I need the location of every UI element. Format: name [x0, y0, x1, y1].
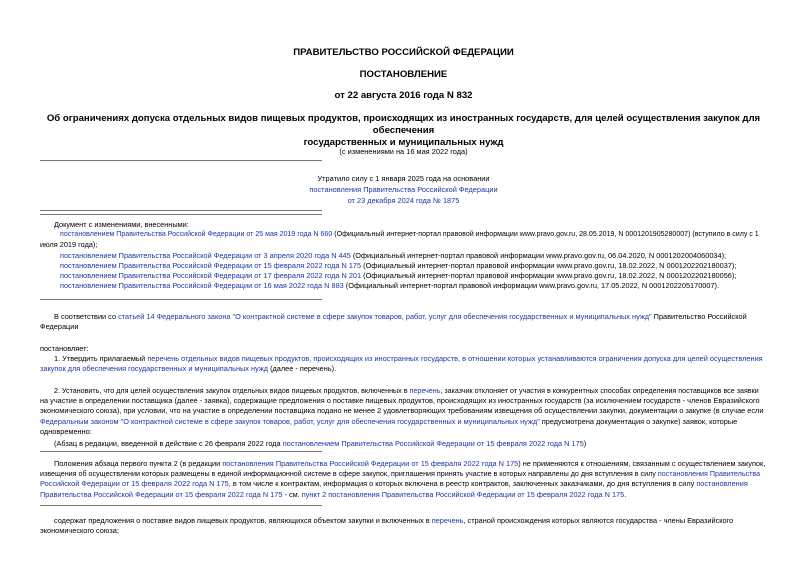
paragraph-2: 2. Установить, что для целей осуществления закупок отдельных видов пищевых продуктов, включенных в перечень, заказчик отклоняет от участия в конкурентных способах определения поставщиков все заявки на участие в определении поставщика (далее - заявка), содержащие предложения о поставке пищевых продуктов, происходящих из иностранных государств (за исключением государств - членов Евразийского экономического союза), при условии, что на участие в определении поставщика подано не менее 2 удовлетворяющих требованиям извещения об осуществлении закупки, документации о закупке (в случае если Федеральным законом "О контрактной системе в сфере закупок товаров, работ, услуг для обеспечения государственных и муниципальных нужд" предусмотрена документация о закупке) заявок, которые одновременно: (Абзац в редакции, введенной в действие с 26 февраля 2022 года постановлением Правительства Российской Федерации от 15 февраля 2022 года N 175) [40, 386, 767, 449]
decree-link[interactable]: постановления Правительства [657, 470, 761, 479]
divider [40, 505, 322, 506]
title-line-2: государственных и муниципальных нужд [303, 137, 504, 148]
amendments-note: (с изменениями на 16 мая 2022 года) [339, 147, 468, 156]
status-link-1[interactable]: постановления Правительства Российской Федерации [309, 185, 498, 194]
law-link[interactable]: Федеральным законом "О контрактной системе в сфере закупок товаров, работ, услуг для обеспечения государственных и муниципальных нужд" [40, 416, 540, 426]
change-item-continuation: июля 2019 года); [40, 240, 98, 250]
decree-link[interactable]: пункт 2 постановления Правительства Российской Федерации от 15 февраля 2022 года N 175 [301, 489, 625, 499]
status-block [0, 173, 807, 206]
change-link[interactable]: постановлением Правительства Российской Федерации от 17 февраля 2022 года N 201 [60, 271, 362, 281]
title-line-1: Об ограничениях допуска отдельных видов пищевых продуктов, происходящих из иностранных государств, для целей осуществления закупок для обеспечения [46, 113, 761, 136]
change-item: постановлением Правительства Российской Федерации от 25 мая 2019 года N 660 (Официальный интернет-портал правовой информации www.pravo.gov.ru, 28.05.2019, N 0001201905280007) (вступило в силу с 1 [60, 231, 759, 239]
government-heading: ПРАВИТЕЛЬСТВО РОССИЙСКОЙ ФЕДЕРАЦИИ [293, 47, 514, 58]
changes-block [40, 220, 767, 291]
document-date-number: от 22 августа 2016 года N 832 [334, 90, 473, 101]
change-item: постановлением Правительства Российской Федерации от 17 февраля 2022 года N 201 (Официальный интернет-портал правовой информации www.pravo.gov.ru, 18.02.2022, N 0001202202180056); [60, 271, 737, 281]
divider [40, 214, 322, 215]
change-link[interactable]: постановлением Правительства Российской Федерации от 16 мая 2022 года N 883 [60, 281, 344, 291]
paragraph-1: 1. Утвердить прилагаемый перечень отдельных видов пищевых продуктов, происходящих из иностранных государств, в отношении которых устанавливаются ограничения допуска для целей осуществления закупок для обеспечения государственных и муниципальных нужд (далее - перечень). [40, 354, 763, 374]
preamble-law-link[interactable]: статьей 14 Федерального закона "О контрактной системе в сфере закупок товаров, работ, услуг для обеспечения государственных и муниципальных нужд" [118, 312, 652, 321]
document-type: ПОСТАНОВЛЕНИЕ [359, 69, 448, 80]
change-item: постановлением Правительства Российской Федерации от 3 апреля 2020 года N 445 (Официальный интернет-портал правовой информации www.pravo.gov.ru, 06.04.2020, N 0001202004060034); [60, 250, 727, 260]
decree-verb: постановляет: [40, 344, 89, 353]
edit-note: (Абзац в редакции, введенной в действие с 26 февраля 2022 года постановлением Правительства Российской Федерации от 15 февраля 2022 года N 175) [54, 439, 587, 449]
change-link[interactable]: постановлением Правительства Российской Федерации от 3 апреля 2020 года N 445 [60, 250, 351, 260]
change-link[interactable]: постановлением Правительства Российской Федерации от 15 февраля 2022 года N 175 [60, 260, 362, 270]
decree-link[interactable]: постановления Правительства Российской Федерации от 15 февраля 2022 года N 175 [222, 459, 519, 468]
paragraph-3: Положения абзаца первого пункта 2 (в редакции постановления Правительства Российской Федерации от 15 февраля 2022 года N 175) не применяются к отношениям, связанным с осуществлением закупок, извещения об осуществлении которых размещены в единой информационной системе в сфере закупок, приглашения принять участие в которых направлены до дня вступления в силу постановления Правительства Российской Федерации от 15 февраля 2022 года N 175, в том числе к контрактам, информация о которых включена в реестр контрактов, заключенных заказчиками, до дня вступления в силу постановления Правительства Российской Федерации от 15 февраля 2022 года N 175 - см. пункт 2 постановления Правительства Российской Федерации от 15 февраля 2022 года N 175. [40, 459, 766, 499]
preamble: В соответствии со статьей 14 Федерального закона "О контрактной системе в сфере закупок товаров, работ, услуг для обеспечения государственных и муниципальных нужд" Правительство Российской Федерации [40, 312, 747, 332]
status-line: Утратило силу с 1 января 2025 года на основании [317, 174, 490, 183]
divider [40, 299, 322, 300]
changes-intro: Документ с изменениями, внесенными: [54, 220, 189, 229]
change-item: постановлением Правительства Российской Федерации от 15 февраля 2022 года N 175 (Официальный интернет-портал правовой информации www.pravo.gov.ru, 18.02.2022, N 0001202202180037); [60, 260, 737, 270]
change-link[interactable]: постановлением Правительства Российской Федерации от 25 мая 2019 года N 660 [60, 231, 333, 239]
decree-link[interactable]: Российской Федерации от 15 февраля 2022 года N 175 [40, 479, 229, 489]
status-link-2[interactable]: от 23 декабря 2024 года № 1875 [347, 196, 460, 205]
paragraph-4: содержат предложения о поставке видов пищевых продуктов, являющихся объектом закупки и включенных в перечень, страной происхождения которых являются государства - члены Евразийского экономического союза; [40, 516, 734, 536]
divider [40, 451, 322, 452]
list-link[interactable]: перечень отдельных видов пищевых продуктов, происходящих из иностранных государств, в отношении которых устанавливаются ограничения допуска для целей осуществления [147, 354, 763, 363]
decree-link[interactable]: Правительства Российской Федерации от 15 февраля 2022 года N 175 [40, 489, 283, 499]
decree-link[interactable]: постановления [696, 479, 748, 489]
list-link[interactable]: закупок для обеспечения государственных и муниципальных нужд [40, 364, 269, 374]
change-item: постановлением Правительства Российской Федерации от 16 мая 2022 года N 883 (Официальный интернет-портал правовой информации www.pravo.gov.ru, 17.05.2022, N 0001202205170007). [60, 281, 720, 291]
edit-note-link[interactable]: постановлением Правительства Российской Федерации от 15 февраля 2022 года N 175 [282, 439, 584, 449]
divider [40, 210, 322, 211]
divider [40, 160, 322, 161]
list-link[interactable]: перечень [409, 387, 441, 395]
document-title [30, 113, 777, 149]
list-link[interactable]: перечень [431, 516, 464, 525]
